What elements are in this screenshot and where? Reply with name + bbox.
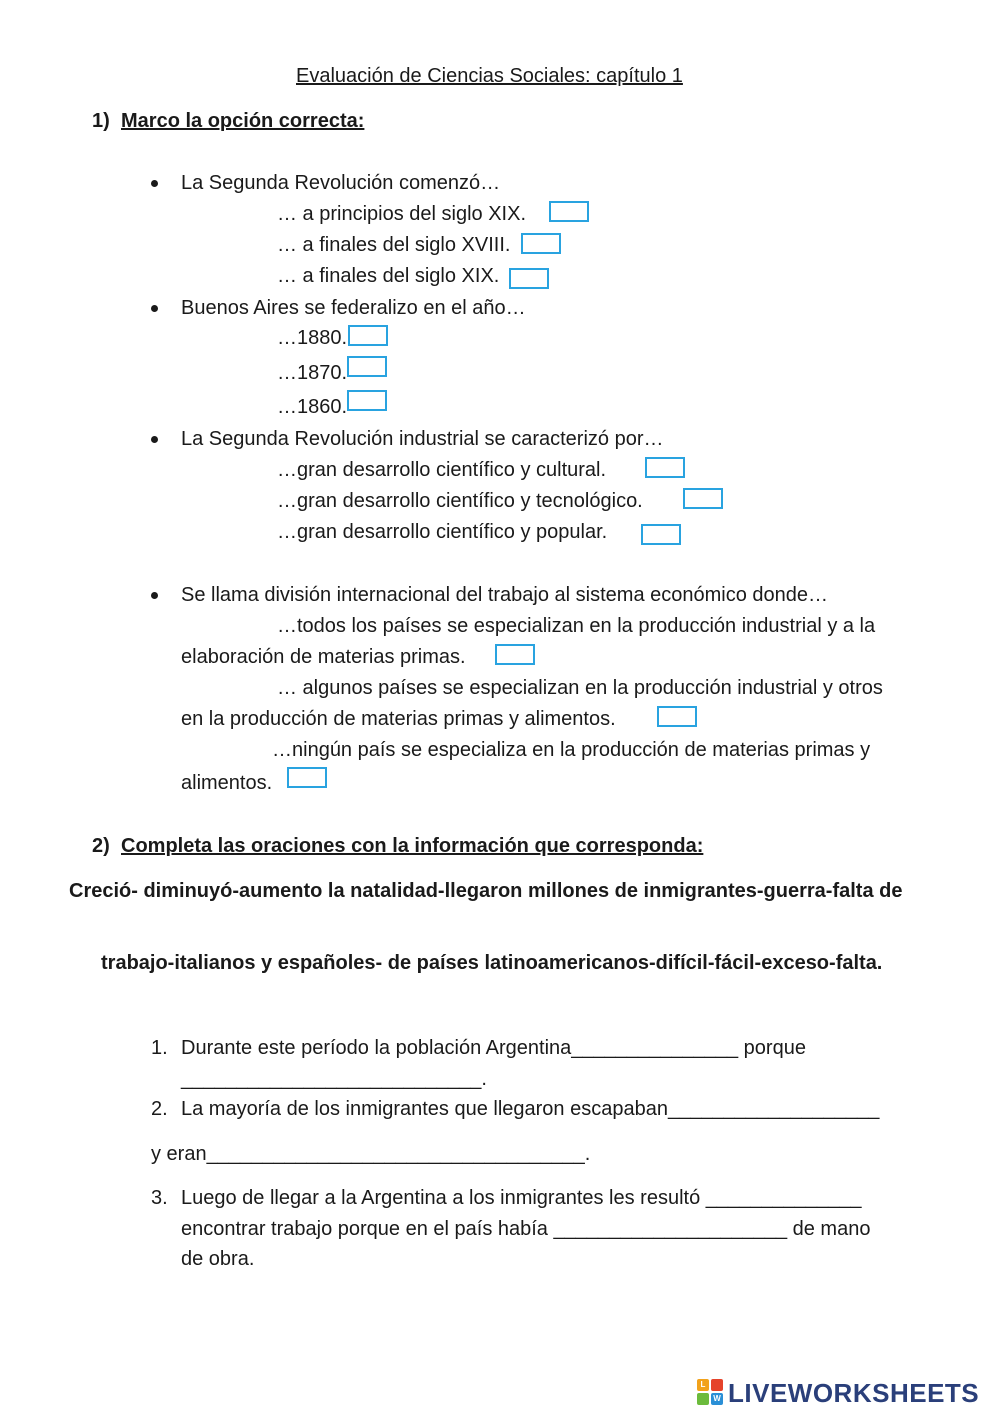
section-1-number: 1) bbox=[92, 110, 110, 132]
q1-option-2: … a finales del siglo XVIII. bbox=[277, 234, 511, 256]
bullet-q1 bbox=[151, 180, 158, 187]
q1-option-3-checkbox[interactable] bbox=[509, 268, 549, 289]
q1-option-1: … a principios del siglo XIX. bbox=[277, 203, 527, 225]
q3-option-3: …gran desarrollo científico y popular. bbox=[277, 521, 608, 543]
liveworksheets-logo-text: LIVEWORKSHEETS bbox=[728, 1377, 980, 1408]
item-3-line-3: de obra. bbox=[181, 1248, 255, 1270]
item-3-line-2: encontrar trabajo porque en el país había _____________________ de mano bbox=[181, 1218, 871, 1240]
section-2-heading: Completa las oraciones con la información que corresponda: bbox=[121, 835, 704, 857]
page-title: Evaluación de Ciencias Sociales: capítulo 1 bbox=[296, 65, 683, 87]
item-2-line-1: La mayoría de los inmigrantes que llegaron escapaban___________________ bbox=[181, 1098, 880, 1120]
word-bank-line-1: Creció- diminuyó-aumento la natalidad-llegaron millones de inmigrantes-guerra-falta de bbox=[69, 880, 903, 902]
q4-option-2-checkbox[interactable] bbox=[657, 706, 697, 727]
q2-option-1: …1880. bbox=[277, 327, 348, 349]
item-2-line-2: y eran__________________________________. bbox=[151, 1143, 591, 1165]
q3-option-2: …gran desarrollo científico y tecnológico. bbox=[277, 490, 643, 512]
item-1-number: 1. bbox=[151, 1037, 168, 1059]
q3-option-2-checkbox[interactable] bbox=[683, 488, 723, 509]
question-2-stem: Buenos Aires se federalizo en el año… bbox=[181, 297, 526, 319]
liveworksheets-logo-icon: L W bbox=[697, 1379, 725, 1407]
q4-option-2-line-2: en la producción de materias primas y alimentos. bbox=[181, 708, 616, 730]
q2-option-1-checkbox[interactable] bbox=[348, 325, 388, 346]
item-3-number: 3. bbox=[151, 1187, 168, 1209]
q4-option-3-checkbox[interactable] bbox=[287, 767, 327, 788]
q4-option-1-checkbox[interactable] bbox=[495, 644, 535, 665]
q1-option-1-checkbox[interactable] bbox=[549, 201, 589, 222]
q3-option-1-checkbox[interactable] bbox=[645, 457, 685, 478]
q2-option-2-checkbox[interactable] bbox=[347, 356, 387, 377]
q4-option-1-line-2: elaboración de materias primas. bbox=[181, 646, 466, 668]
q1-option-3: … a finales del siglo XIX. bbox=[277, 265, 500, 287]
question-1-stem: La Segunda Revolución comenzó… bbox=[181, 172, 501, 194]
bullet-q2 bbox=[151, 305, 158, 312]
q2-option-2: …1870. bbox=[277, 362, 348, 384]
item-3-line-1: Luego de llegar a la Argentina a los inmigrantes les resultó ______________ bbox=[181, 1187, 862, 1209]
q1-option-2-checkbox[interactable] bbox=[521, 233, 561, 254]
q2-option-3-checkbox[interactable] bbox=[347, 390, 387, 411]
q3-option-1: …gran desarrollo científico y cultural. bbox=[277, 459, 607, 481]
section-2-number: 2) bbox=[92, 835, 110, 857]
q2-option-3: …1860. bbox=[277, 396, 348, 418]
item-1-line-1: Durante este período la población Argentina_______________ porque bbox=[181, 1037, 806, 1059]
question-3-stem: La Segunda Revolución industrial se caracterizó por… bbox=[181, 428, 664, 450]
section-1-heading: Marco la opción correcta: bbox=[121, 110, 365, 132]
q3-option-3-checkbox[interactable] bbox=[641, 524, 681, 545]
question-4-stem: Se llama división internacional del trabajo al sistema económico donde… bbox=[181, 584, 829, 606]
bullet-q3 bbox=[151, 436, 158, 443]
word-bank-line-2: trabajo-italianos y españoles- de países latinoamericanos-difícil-fácil-exceso-falta. bbox=[101, 952, 883, 974]
liveworksheets-logo bbox=[697, 1378, 979, 1408]
q4-option-2-line-1: … algunos países se especializan en la producción industrial y otros bbox=[277, 677, 883, 699]
item-1-line-2: ___________________________. bbox=[181, 1068, 487, 1090]
bullet-q4 bbox=[151, 592, 158, 599]
q4-option-1-line-1: …todos los países se especializan en la producción industrial y a la bbox=[277, 615, 876, 637]
q4-option-3-line-2: alimentos. bbox=[181, 772, 273, 794]
q4-option-3-line-1: …ningún país se especializa en la producción de materias primas y bbox=[272, 739, 871, 761]
item-2-number: 2. bbox=[151, 1098, 168, 1120]
